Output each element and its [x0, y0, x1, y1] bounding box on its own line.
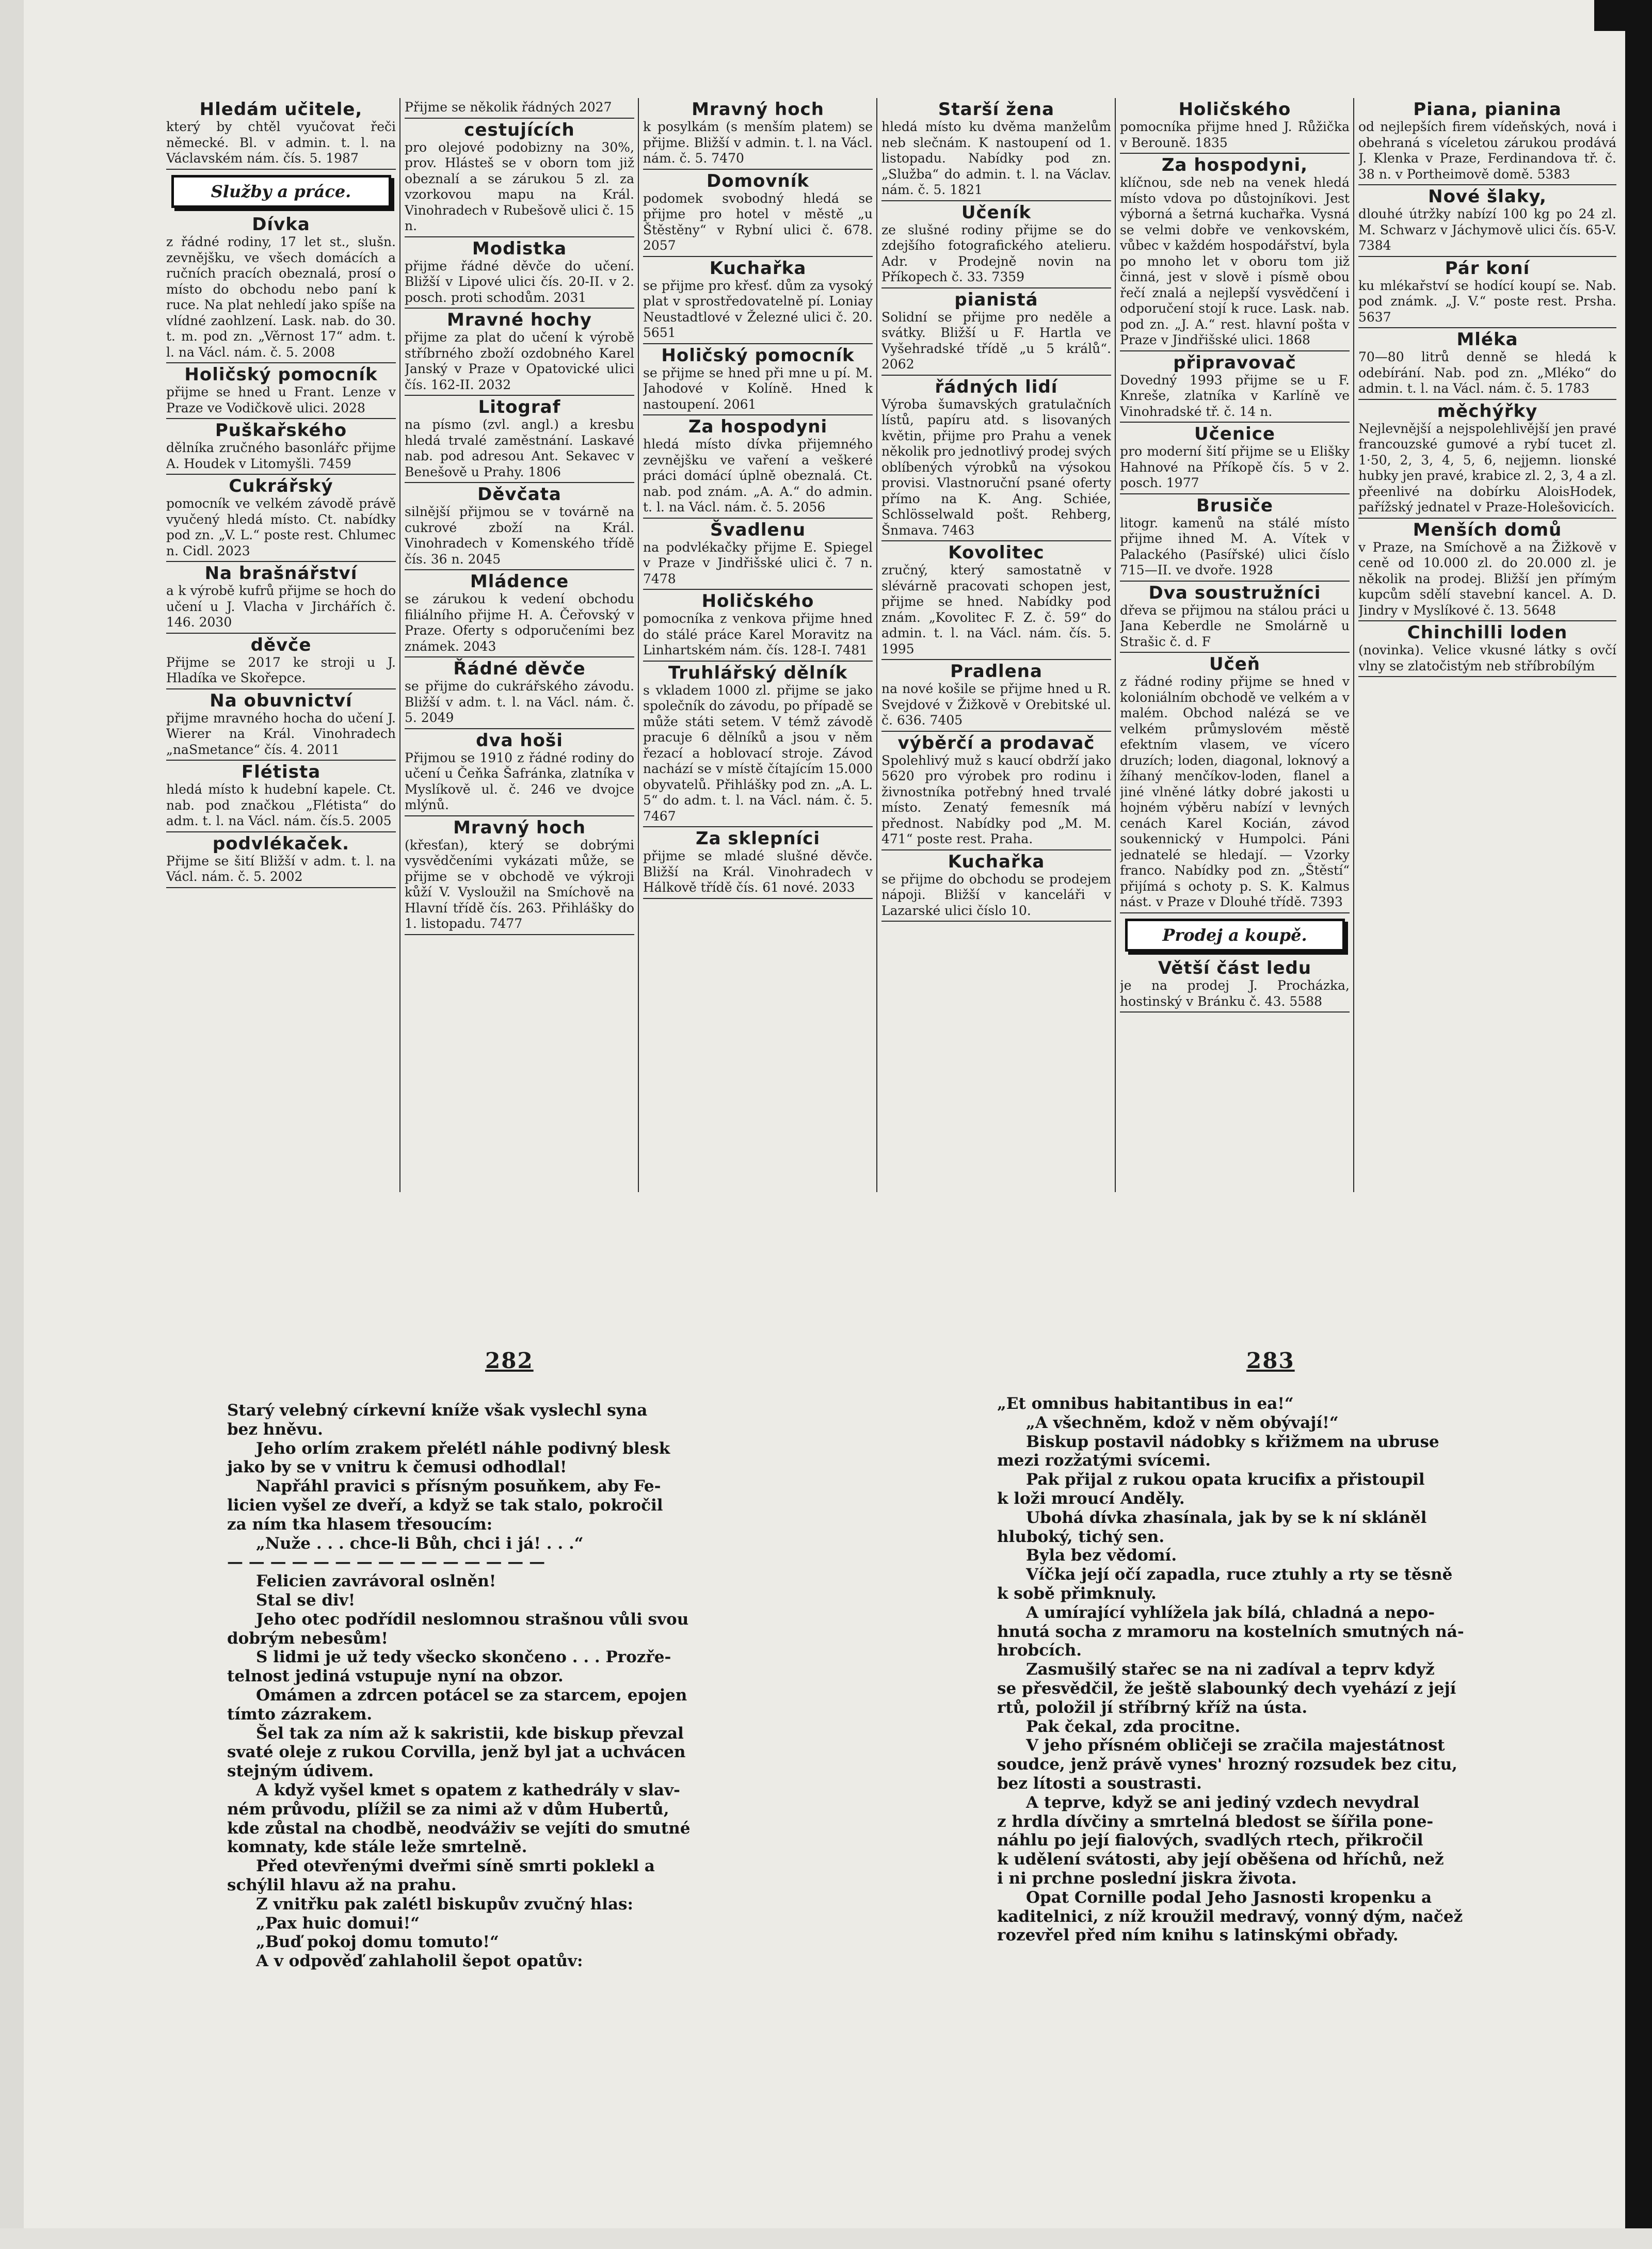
ad-text: Solidní se přijme pro neděle a svátky. Bližší u F. Hartla ve Vyšehradské třídě „u 5 králů“. 2062 [881, 309, 1111, 372]
ad-heading: Modistka [472, 238, 567, 259]
text-line: za ním tka hlasem třesoucím: [227, 1515, 493, 1534]
ad-heading: děvče [250, 634, 312, 655]
classified-ad [1358, 257, 1616, 329]
ad-text: 70—80 litrů denně se hledá k odebírání. Nab. pod zn. „Mléko“ do admin. t. l. na Václ. nám. č. 5. 1783 [1358, 349, 1616, 396]
scan-corner [1594, 0, 1625, 31]
ad-heading: měchýřky [1437, 400, 1538, 422]
text-line: „Buď pokoj domu tomuto!“ [256, 1933, 499, 1952]
ad-text: dělníka zručného basonlářc přijme A. Houdek v Litomyšli. 7459 [166, 440, 396, 471]
text-line: komnaty, kde stále leže smrtelně. [227, 1838, 527, 1857]
text-line: A teprve, když se ani jediný vzdech nevydral [1026, 1793, 1420, 1812]
text-line: kde zůstal na chodbě, neodváživ se vejíti do smutné [227, 1819, 691, 1838]
text-line: Pak čekal, zda procitne. [1026, 1717, 1241, 1736]
ad-text: hledá místo dívka přijemného zevnějšku ve vaření a veškeré práci domácí úplně obeznalá. Ct. nab. pod znám. „A. A.“ do admin. t. l. na Václ. nám. č. 5. 2056 [643, 437, 873, 515]
classified-ad [405, 396, 634, 483]
ad-heading: Hledám učitele, [199, 99, 363, 120]
ad-text: pro olejové podobizny na 30%, prov. Hlásteš se v oborn tom již obeznalí a se zárukou 5 zl. za vzorkovou mapu na Král. Vinohradech v Rubešově ulici č. 15 n. [405, 139, 634, 233]
classified-ad [643, 415, 873, 519]
ad-text: na nové košile se přijme hned u R. Svejdové v Žižkově v Orebitské ul. č. 636. 7405 [881, 681, 1111, 728]
classified-ad [881, 850, 1111, 922]
ad-heading: Pár koní [1445, 258, 1530, 279]
classified-ad [1120, 154, 1350, 351]
ad-text: pomocníka přijme hned J. Růžička v Berouně. 1835 [1120, 119, 1350, 150]
ad-heading: Holičský pomocník [184, 364, 378, 385]
ad-text: se zárukou k vedení obchodu filiálního přijme H. A. Čeřovský v Praze. Oferty s odporučeními bez známek. 2043 [405, 591, 634, 654]
classified-ad [1120, 582, 1350, 653]
ad-text: s vkladem 1000 zl. přijme se jako společník do závodu, po případě se může státi setem. V témž závodě pracuje 6 dělníků a jsou v něm řezací a hoblovací stroje. Závod nachází se v místě čítajícím 15.000 obyvatelů. Přihlášky pod zn. „A. L. 5“ do adm. t. l. na Václ. nám. č. 5. 7467 [643, 682, 873, 824]
ad-heading: Na obuvnictví [210, 690, 352, 711]
classified-ad [643, 257, 873, 344]
text-line: bez hněvu. [227, 1420, 323, 1439]
text-line: Víčka její očí zapadla, ruce ztuhly a rty se těsně [1026, 1565, 1453, 1584]
classified-ad [405, 309, 634, 396]
classified-ad [405, 657, 634, 729]
ad-heading: pianistá [954, 289, 1038, 310]
ad-text: pro moderní šití přijme se u Elišky Hahnové na Příkopě čís. 5 v 2. posch. 1977 [1120, 444, 1350, 490]
ad-heading: Cukrářský [229, 476, 333, 496]
ad-text: na podvlékačky přijme E. Spiegel v Praze v Jindřišské ulici č. 7 n. 7478 [643, 539, 873, 586]
classified-ad [166, 98, 396, 170]
left-page-text [227, 1401, 779, 1971]
text-line: Byla bez vědomí. [1026, 1546, 1177, 1565]
classified-ad [643, 827, 873, 899]
classified-ad [166, 689, 396, 761]
ad-heading: Větší část ledu [1158, 958, 1312, 978]
ad-text: silnější přijmou se v továrně na cukrové zboží na Král. Vinohradech v Komenského třídě čís. 36 n. 2045 [405, 504, 634, 567]
ad-text: klíčnou, sde neb na venek hledá místo vdova po důstojníkovi. Jest výborná a šetrná kuchařka. Vysná se velmi dobře ve venkovském, vůbec v každém hospodářství, byla po mnoho let v oboru tom již činná, jest v slově i písmě obou řečí znalá a nejlepší vysvědčení i odporučení stojí k ruce. Lask. nab. pod zn. „J. A.“ rest. hlavní pošta v Praze v Jindřišské ulici. 1868 [1120, 175, 1350, 347]
classified-ad [643, 519, 873, 590]
text-line: Omámen a zdrcen potácel se za starcem, epojen [256, 1685, 687, 1705]
classified-ad [166, 832, 396, 888]
text-line: S lidmi je už tedy všecko skončeno . . . Prozře- [256, 1648, 671, 1667]
text-line: z hrdla dívčiny a smrtelná bledost se šířila pone- [997, 1812, 1434, 1831]
text-line: ném průvodu, plížil se za nimi až v dům Hubertů, [227, 1800, 669, 1819]
classified-ad [881, 732, 1111, 850]
classified-ad [881, 201, 1111, 288]
column-rule [638, 98, 639, 1192]
classified-ad [1358, 519, 1616, 622]
ad-text: z řádné rodiny přijme se hned v koloniálním obchodě ve velkém a v malém. Obchod nalézá se ve velkém průmyslovém městě efektním vlasem, ve vícero druzích; loden, diagonal, loknový a žíhaný menčíkov-loden, flanel a jiné vlněné látky dobré jakosti u hojném výběru nabízí v levných cenách Karel Kocián, závod soukennický v Humpolci. Páni jednatelé se hledají. — Vzorky franco. Nabídky pod zn. „Štěstí“ přijímá s ochoty p. S. K. Kalmus nást. v Praze v Dlouhé třídě. 7393 [1120, 674, 1350, 909]
text-line: Biskup postavil nádobky s křižmem na ubruse [1026, 1432, 1439, 1451]
text-line: Ubohá dívka zhasínala, jak by se k ní skláněl [1026, 1508, 1427, 1527]
ads-column-6 [1358, 98, 1616, 1192]
classified-ad [405, 237, 634, 309]
classified-ad [1120, 653, 1350, 913]
classified-ad [881, 541, 1111, 660]
text-line: A když vyšel kmet s opatem z kathedrály v slav- [256, 1780, 680, 1800]
scan-left-edge [0, 0, 24, 2249]
ad-text: od nejlepších firem vídeňských, nová i obehraná s víceletou zárukou prodává J. Klenka v Praze, Ferdinandova tř. č. 38 n. v Portheimově domě. 5383 [1358, 119, 1616, 182]
ad-heading: Flétista [241, 762, 321, 782]
text-line: Z vnitřku pak zalétl biskupův zvučný hlas: [256, 1894, 633, 1914]
text-line: rtů, položil jí stříbrný kříž na ústa. [997, 1698, 1308, 1717]
ad-text: ze slušné rodiny přijme se do zdejšího fotografického atelieru. Adr. v Prodejně novin na Příkopech č. 33. 7359 [881, 222, 1111, 284]
ad-text: zručný, který samostatně v slévárně pracovati schopen jest, přijme se hned. Nabídky pod znám. „Kovolitec F. Z. č. 59“ do admin. t. l. na Václ. nám. čís. 5. 1995 [881, 563, 1111, 656]
ad-text: k posylkám (s menším platem) se přijme. Bližší v admin. t. l. na Václ. nám. č. 5. 7470 [643, 119, 873, 166]
classified-ad [166, 634, 396, 689]
ad-heading: Děvčata [477, 484, 562, 505]
ad-text: přijme se hned u Frant. Lenze v Praze ve Vodičkově ulici. 2028 [166, 384, 396, 415]
ad-text: který by chtěl vyučovat řeči německé. Bl. v admin. t. l. na Václavském nám. čís. 5. 1987 [166, 119, 396, 166]
column-rule [1353, 98, 1354, 1192]
text-line: Jeho otec podřídil neslomnou strašnou vůli svou [256, 1610, 689, 1629]
ad-heading: Starší žena [938, 99, 1055, 120]
text-line: Šel tak za ním až k sakristii, kde biskup převzal [256, 1724, 684, 1743]
ad-heading: Dívka [252, 214, 310, 235]
text-line: Stal se div! [256, 1591, 356, 1610]
text-line: telnost jediná vstupuje nyní na obzor. [227, 1667, 564, 1686]
text-line: Pak přijal z rukou opata krucifix a přistoupil [1026, 1470, 1425, 1489]
ad-heading: Dva soustružníci [1148, 582, 1321, 603]
ad-text: a k výrobě kufrů přijme se hoch do učení u J. Vlacha v Jirchářích č. 146. 2030 [166, 583, 396, 630]
classified-ad [405, 570, 634, 657]
text-line: schýlil hlavu až na prahu. [227, 1875, 457, 1894]
ad-heading: Mládence [470, 571, 569, 592]
text-line: mezi rozžatými svícemi. [997, 1451, 1211, 1470]
ad-text: se přijme do obchodu se prodejem nápoji. Bližší v kanceláři v Lazarské ulici číslo 10. [881, 871, 1111, 918]
text-line: k udělení svátosti, aby její oběšena od hříchů, než [997, 1850, 1444, 1869]
ad-heading: Učenice [1194, 424, 1275, 444]
classified-ad [166, 562, 396, 634]
ad-text: litogr. kamenů na stálé místo přijme ihned M. A. Vítek v Palackého (Pasířské) ulici číslo 715—II. ve dvoře. 1928 [1120, 515, 1350, 577]
classified-ad [643, 344, 873, 416]
section-banner: Služby a práce. [171, 175, 391, 208]
ad-text: Nejlevnější a nejspolehlivější jen pravé francouzské gumové a rybí tucet zl. 1·50, 2, 3, 4, 5, 6, nejjemn. lionské hubky jen pravé, krabice zl. 2, 3, 4 a zl. přeenlivé na dobírku AloisHodek, pařížský jednatel v Praze-Holešovicích. [1358, 421, 1616, 515]
ad-text: je na prodej J. Procházka, hostinský v Bránku č. 43. 5588 [1120, 978, 1350, 1009]
classified-ad [1358, 400, 1616, 519]
ad-text: hledá místo ku dvěma manželům neb slečnám. K nastoupení od 1. listopadu. Nabídky pod zn. „Služba“ do admin. t. l. na Václav. nám. č. 5. 1821 [881, 119, 1111, 197]
ads-column-2 [405, 98, 634, 1192]
classified-ad [643, 98, 873, 170]
text-line: Zasmušilý stařec se na ni zadíval a teprv když [1026, 1660, 1435, 1679]
text-line: tímto zázrakem. [227, 1705, 373, 1724]
classified-ad [1358, 185, 1616, 257]
ad-heading: Učeník [961, 202, 1032, 223]
ad-heading: Puškařského [215, 420, 347, 441]
text-line: hrobcích. [997, 1641, 1082, 1660]
text-line: Jeho orlím zrakem přelétl náhle podivný blesk [256, 1439, 670, 1458]
ad-heading: Chinchilli loden [1407, 622, 1568, 643]
ad-text: Přijme se 2017 ke stroji u J. Hladíka ve Skořepce. [166, 654, 396, 685]
classified-ad [405, 483, 634, 570]
classified-ad [643, 170, 873, 257]
ad-heading: Piana, pianina [1413, 99, 1562, 120]
ad-heading: Holičský pomocník [661, 345, 855, 366]
classified-ad [166, 213, 396, 363]
text-line: k loži mroucí Anděly. [997, 1489, 1185, 1508]
text-line: Napřáhl pravici s přísným posuňkem, aby Fe- [256, 1477, 661, 1496]
ad-text: přijme řádné děvče do učení. Bližší v Lipové ulici čís. 20-II. v 2. posch. proti schodům. 2031 [405, 258, 634, 305]
text-line: Opat Cornille podal Jeho Jasnosti kropenku a [1026, 1888, 1432, 1907]
column-rule [876, 98, 877, 1192]
ad-heading: Truhlářský dělník [668, 662, 848, 683]
ad-text: pomocník ve velkém závodě právě vyučený hledá místo. Ct. nabídky pod zn. „V. L.“ poste rest. Chlumec n. Cidl. 2023 [166, 496, 396, 558]
classified-ad [1358, 621, 1616, 677]
ad-text: Spolehlivý muž s kaucí obdrží jako 5620 pro výrobek pro rodinu i živnostníka potřebný hned trvalé místo. Zenatý femesník má přednost. Nabídky pod „M. M. 471“ poste rest. Praha. [881, 752, 1111, 846]
page-number-right: 283 [1246, 1348, 1295, 1373]
ad-text: na písmo (zvl. angl.) a kresbu hledá trvalé zaměstnání. Laskavé nab. pod adresou Ant. Sekavec v Benešově u Prahy. 1806 [405, 417, 634, 479]
ad-text: se přijme do cukrářského závodu. Bližší v adm. t. l. na Václ. nám. č. 5. 2049 [405, 679, 634, 725]
text-line: „Pax huic domui!“ [256, 1914, 420, 1933]
text-line: se přesvědčil, že ještě slabounký dech vyehází z její [997, 1679, 1456, 1698]
classified-ad [643, 662, 873, 828]
ad-heading: Kovolitec [948, 542, 1045, 563]
ad-text: přijme mravného hocha do učení J. Wierer na Král. Vinohradech „naSmetance“ čís. 4. 2011 [166, 710, 396, 757]
ad-text: se přijme pro křesť. dům za vysoký plat v sprostředovatelně pí. Loniay Neustadtlové v Železné ulici č. 20. 5651 [643, 278, 873, 340]
ad-heading: Mléka [1456, 329, 1518, 350]
text-line: kaditelnici, z níž kroužil medravý, vonný dým, načež [997, 1907, 1463, 1926]
text-line: soudce, jenž právě vynes' hrozný rozsudek bez citu, [997, 1755, 1457, 1774]
ad-text: Přijme se několik řádných 2027 [405, 100, 612, 115]
ad-text: se přijme se hned při mne u pí. M. Jahodové v Kolíně. Hned k nastoupení. 2061 [643, 365, 873, 412]
classified-ad [405, 119, 634, 237]
text-line: A v odpověď zahlaholil šepot opatův: [256, 1952, 583, 1971]
text-line: náhlu po její fialových, svadlých rtech, přikročil [997, 1831, 1423, 1850]
text-line: „A všechněm, kdož v něm obývají!“ [1026, 1413, 1339, 1432]
ad-heading: Za hospodyni, [1161, 155, 1308, 175]
text-line: V jeho přísném obličeji se zračila majestátnost [1026, 1736, 1445, 1755]
ad-heading: dva hoši [476, 730, 563, 751]
ad-heading: řádných lidí [935, 376, 1058, 397]
ad-heading: Švadlenu [710, 519, 806, 540]
ad-text: v Praze, na Smíchově a na Žižkově v ceně od 10.000 zl. do 20.000 zl. je několik na prodej. Bližší jen přímým kupcům sdělí stavební kancel. A. D. Jindry v Myslíkové č. 13. 5648 [1358, 539, 1616, 618]
classified-ad [881, 660, 1111, 732]
ads-column-1 [166, 98, 396, 1192]
page-number-left: 282 [485, 1348, 534, 1373]
ad-heading: výběrčí a prodavač [897, 732, 1095, 753]
ad-text: pomocníka z venkova přijme hned do stálé práce Karel Moravitz na Linhartském nám. čís. 128-I. 7481 [643, 611, 873, 657]
ad-heading: cestujících [464, 119, 575, 140]
ad-text: (křesťan), který se dobrými vysvědčeními vykázati může, se přijme se v obchodě ve výkroji kůží V. Vysloužil na Smíchově na Hlavní třídě čís. 263. Přihlášky do 1. listopadu. 7477 [405, 837, 634, 931]
ad-heading: Na brašnářství [204, 563, 358, 584]
ad-text: Dovedný 1993 přijme se u F. Knreše, zlatníka v Karlíně ve Vinohradské tř. č. 14 n. [1120, 372, 1350, 419]
ad-text: z řádné rodiny, 17 let st., slušn. zevnějšku, ve všech domácích a ručních pracích obeznalá, prosí o místo do obchodu nebo paní k ruce. Na plat nehledí jako spíše na vlídné zaohlzení. Lask. nab. do 30. t. m. pod zn. „Věrnost 17“ adm. t. l. na Václ. nám. č. 5. 2008 [166, 234, 396, 360]
ad-text: přijme se mladé slušné děvče. Bližší na Král. Vinohradech v Hálkově třídě čís. 61 nové. 2033 [643, 848, 873, 895]
column-rule [1115, 98, 1116, 1192]
classified-ad [405, 98, 634, 119]
ad-heading: Kuchařka [948, 851, 1045, 872]
ad-heading: Řádné děvče [453, 658, 586, 679]
ad-heading: připravovač [1173, 352, 1296, 373]
classified-ad [166, 475, 396, 562]
ad-heading: Kuchařka [709, 258, 807, 279]
text-line: Před otevřenými dveřmi síně smrti poklekl a [256, 1857, 655, 1876]
text-line: — — — — — — — — — — — — — — — [227, 1553, 546, 1572]
classified-ad [1120, 957, 1350, 1013]
ad-heading: Domovník [706, 170, 809, 191]
text-line: k sobě přimknuly. [997, 1584, 1157, 1603]
classified-ad [1358, 328, 1616, 400]
ad-heading: Učeň [1209, 654, 1261, 674]
classified-ad [405, 729, 634, 816]
right-page-text [997, 1394, 1570, 1945]
text-line: Starý velebný církevní kníže však vyslechl syna [227, 1401, 648, 1420]
text-line: rozevřel před ním knihu s latinskými obřady. [997, 1926, 1399, 1945]
classified-ad [1120, 494, 1350, 582]
ad-text: dřeva se přijmou na stálou práci u Jana Keberdle ne Smolárně u Strašic č. d. F [1120, 602, 1350, 649]
classified-ad [881, 376, 1111, 542]
classified-ad [166, 363, 396, 419]
classified-ad [1358, 98, 1616, 185]
classified-ad [166, 419, 396, 475]
ad-text: Výroba šumavských gratulačních lístů, papíru atd. s lisovaných květin, přijme pro Prahu a venek několik pro jednotlivý prodej svých oblíbených výrobků na výsokou provisi. Vlastnoruční psané oferty přímo na K. Ang. Schiée, Schlösselwald pošt. Rehberg, Šnmava. 7463 [881, 396, 1111, 538]
column-rule [399, 98, 400, 1192]
text-line: stejným údivem. [227, 1762, 374, 1781]
ad-heading: Holičského [701, 591, 814, 612]
text-line: A umírající vyhlížela jak bílá, chladná a nepo- [1026, 1603, 1435, 1622]
classified-ads-section [166, 98, 1622, 1192]
ad-text: přijme za plat do učení k výrobě stříbrného zboží ozdobného Karel Janský v Praze v Opatovické ulici čís. 162-II. 2032 [405, 330, 634, 392]
classified-ad [881, 288, 1111, 376]
ad-heading: Za hospodyni [688, 416, 828, 437]
classified-ad [881, 98, 1111, 201]
ad-heading: Mravný hoch [453, 817, 586, 838]
ad-heading: Litograf [478, 397, 561, 417]
text-line: i ni prchne poslední jiskra života. [997, 1869, 1297, 1888]
text-line: „Et omnibus habitantibus in ea!“ [997, 1394, 1294, 1413]
classified-ad [405, 816, 634, 935]
ads-column-4 [881, 98, 1111, 1192]
text-line: „Nuže . . . chce-li Bůh, chci i já! . . .“ [256, 1534, 584, 1553]
ad-text: hledá místo k hudební kapele. Ct. nab. pod značkou „Flétista“ do adm. t. l. na Václ. nám. čís.5. 2005 [166, 782, 396, 828]
text-line: licien vyšel ze dveří, a když se tak stalo, pokročil [227, 1496, 663, 1515]
ad-text: dlouhé útržky nabízí 100 kg po 24 zl. M. Schwarz v Jáchymově ulici čís. 65-V. 7384 [1358, 206, 1616, 253]
classified-ad [166, 761, 396, 832]
scan-bottom-edge [0, 2228, 1652, 2249]
ad-heading: Pradlena [950, 661, 1042, 682]
text-line: hluboký, tichý sen. [997, 1527, 1165, 1546]
classified-ad [1120, 351, 1350, 423]
ad-heading: podvlékaček. [212, 833, 350, 854]
text-line: dobrým nebesům! [227, 1629, 389, 1648]
classified-ad [1120, 423, 1350, 494]
ad-text: ku mlékařství se hodící koupí se. Nab. pod známk. „J. V.“ poste rest. Prsha. 5637 [1358, 278, 1616, 325]
ad-heading: Mravné hochy [447, 310, 592, 330]
ad-text: (novinka). Velice vkusné látky s ovčí vlny se zlatočistým neb stříbrobílým [1358, 642, 1616, 673]
ad-text: podomek svobodný hledá se přijme pro hotel v městě „u Štěstěny“ v Rybní ulici č. 678. 2057 [643, 190, 873, 253]
scan-right-edge [1625, 0, 1652, 2249]
text-line: jako by se v vnitru k čemusi odhodlal! [227, 1458, 567, 1477]
ads-column-5 [1120, 98, 1350, 1192]
ad-heading: Menších domů [1413, 519, 1562, 540]
text-line: bez lítosti a soustrasti. [997, 1774, 1202, 1793]
classified-ad [1120, 98, 1350, 154]
text-line: Felicien zavrávoral oslněn! [256, 1572, 496, 1591]
ad-heading: Nové šlaky, [1428, 186, 1547, 207]
section-banner: Prodej a koupě. [1125, 919, 1345, 952]
ad-heading: Mravný hoch [692, 99, 824, 120]
ad-text: Přijme se šití Bližší v adm. t. l. na Václ. nám. č. 5. 2002 [166, 853, 396, 884]
ads-column-3 [643, 98, 873, 1192]
ad-heading: Holičského [1178, 99, 1291, 120]
ad-heading: Brusiče [1196, 495, 1273, 516]
ad-heading: Za sklepníci [695, 828, 820, 849]
text-line: svaté oleje z rukou Corvilla, jenž byl jat a uchvácen [227, 1743, 686, 1762]
ad-text: Přijmou se 1910 z řádné rodiny do učení u Čeňka Šafránka, zlatníka v Myslíkově ul. č. 246 ve dvojce mlýnů. [405, 750, 634, 812]
text-line: hnutá socha z mramoru na kostelních smutných ná- [997, 1622, 1464, 1641]
classified-ad [643, 590, 873, 662]
